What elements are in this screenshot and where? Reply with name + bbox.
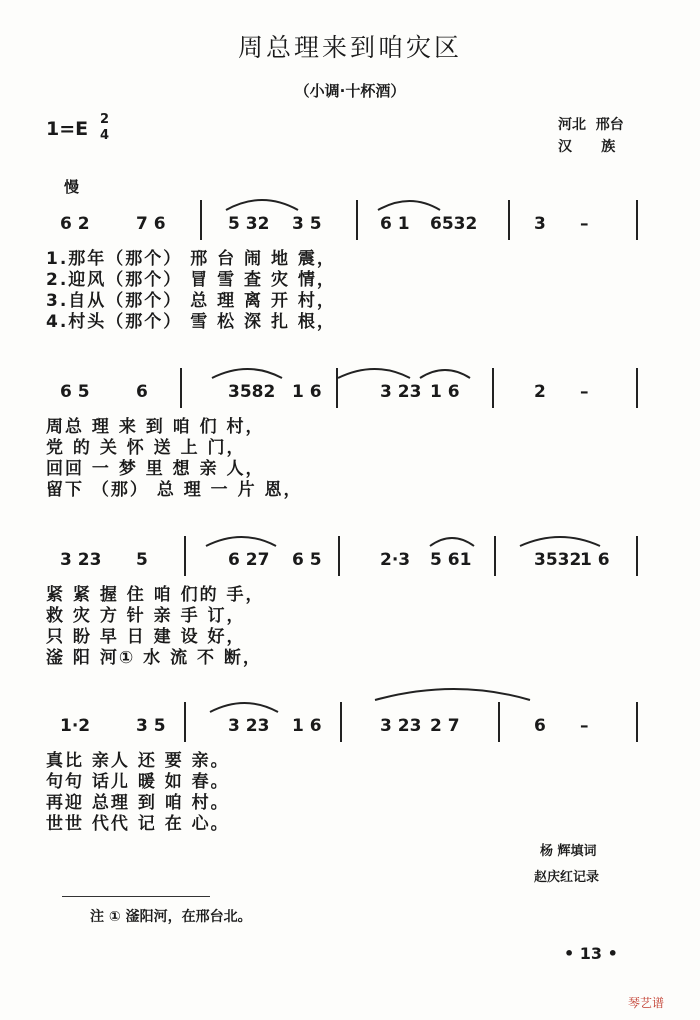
bar-line [338,536,340,576]
note-group: 6532 [430,214,478,234]
bar-line [494,536,496,576]
note-group: 1·2 [60,716,91,736]
bar-line [636,200,638,240]
note-group: 2 [534,382,546,402]
lyric-line: 1.那年（那个） 邢 台 闹 地 震， [46,249,336,269]
song-subtitle: （小调·十杯酒） [294,82,406,100]
note-group: 1 6 [292,382,322,402]
lyric-line: 4.村头（那个） 雪 松 深 扎 根， [46,312,336,332]
note-group: 5 [136,550,148,570]
song-origin: 河北 邢台 汉 族 [558,117,624,155]
note-group: 3 5 [136,716,166,736]
time-bottom: 4 [100,128,110,143]
page-number: • 13 • [564,944,618,963]
tempo-marking: 慢 [64,178,80,196]
note-group: 3 23 [380,382,422,402]
lyric-line: 周总 理 来 到 咱 们 村， [46,417,265,437]
note-group: 6 1 [380,214,410,234]
note-group: 6 5 [292,550,322,570]
key-signature: 1=E [46,118,89,140]
note-group: 5 61 [430,550,472,570]
lyric-line: 党 的 关 怀 送 上 门， [46,438,246,458]
lyric-line: 紧 紧 握 住 咱 们的 手， [46,585,265,605]
lyric-line: 回回 一 梦 里 想 亲 人， [46,459,265,479]
song-title: 周总理来到咱灾区 [237,33,462,62]
note-group: 1 6 [430,382,460,402]
note-group: – [580,382,589,402]
lyric-line: 3.自从（那个） 总 理 离 开 村， [46,291,336,311]
note-group: 6 [534,716,546,736]
lyric-line: 世世 代代 记 在 心。 [46,814,230,834]
watermark-logo: 琴艺谱 [628,996,665,1010]
footnote: 注 ① 滏阳河，在邢台北。 [90,909,252,925]
note-group: 3 23 [380,716,422,736]
note-group: 3 [534,214,546,234]
note-group: 2 7 [430,716,460,736]
footnote-rule [62,896,210,897]
note-group: 6 2 [60,214,90,234]
note-group: 7 6 [136,214,166,234]
lyricist-credit: 杨 辉填词 [540,844,597,859]
note-group: 3582 [228,382,276,402]
bar-line [180,368,182,408]
bar-line [636,368,638,408]
note-group: 3 5 [292,214,322,234]
note-group: 1 6 [580,550,610,570]
note-group: 3532 [534,550,582,570]
lyric-line: 真比 亲人 还 要 亲。 [46,751,230,771]
bar-line [636,702,638,742]
bar-line [184,536,186,576]
lyric-line: 只 盼 早 日 建 设 好， [46,627,246,647]
note-group: 6 27 [228,550,270,570]
bar-line [636,536,638,576]
bar-line [200,200,202,240]
bar-line [336,368,338,408]
note-group: 1 6 [292,716,322,736]
note-group: 6 [136,382,148,402]
lyric-line: 滏 阳 河① 水 流 不 断， [46,648,262,668]
lyric-line: 再迎 总理 到 咱 村。 [46,793,230,813]
note-group: 6 5 [60,382,90,402]
note-group: – [580,716,589,736]
note-group: 5 32 [228,214,270,234]
note-group: 3 23 [228,716,270,736]
lyric-line: 留下 （那） 总 理 一 片 恩， [46,480,303,500]
bar-line [498,702,500,742]
note-group: 2·3 [380,550,411,570]
bar-line [340,702,342,742]
lyric-line: 2.迎风（那个） 冒 雪 查 灾 情， [46,270,336,290]
bar-line [492,368,494,408]
lyric-line: 救 灾 方 针 亲 手 订， [46,606,246,626]
time-top: 2 [100,112,110,127]
note-group: 3 23 [60,550,102,570]
note-group: – [580,214,589,234]
recorder-credit: 赵庆红记录 [534,870,600,885]
lyric-line: 句句 话儿 暖 如 春。 [46,772,230,792]
bar-line [356,200,358,240]
bar-line [508,200,510,240]
bar-line [184,702,186,742]
